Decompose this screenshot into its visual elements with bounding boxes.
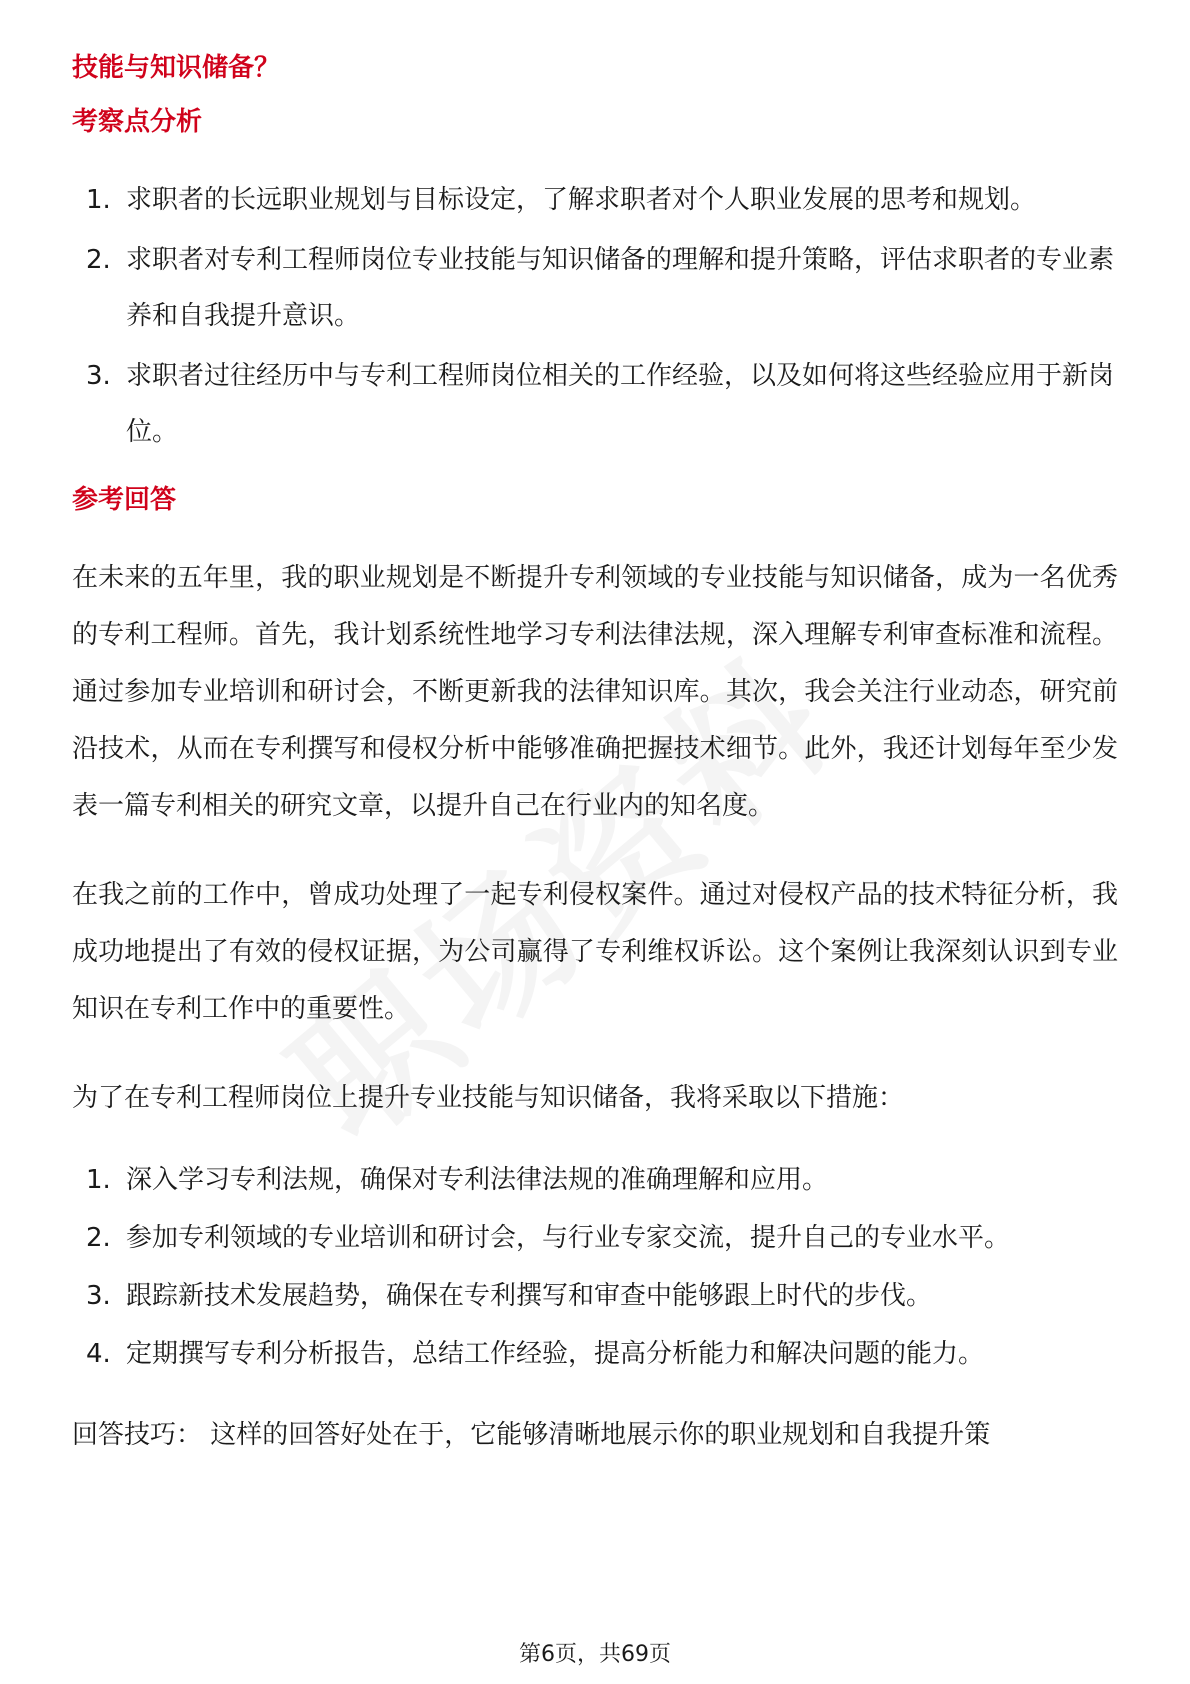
list-item	[72, 1209, 1118, 1267]
list-item	[72, 1151, 1118, 1209]
list-text: 定期撰写专利分析报告，总结工作经验，提高分析能力和解决问题的能力。	[126, 1339, 985, 1369]
analysis-list	[72, 172, 1118, 460]
reference-heading: 参考回答	[72, 485, 177, 515]
list-text: 求职者过往经历中与专利工程师岗位相关的工作经验，以及如何将这些经验应用于新岗位。	[126, 361, 1115, 447]
list-item	[72, 232, 1118, 344]
answer-paragraph: 在未来的五年里，我的职业规划是不断提升专利领域的专业技能与知识储备，成为一名优秀的专利工程师。首先，我计划系统性地学习专利法律法规，深入理解专利审查标准和流程。通过参加专业培训和研讨会，不断更新我的法律知识库。其次，我会关注行业动态，研究前沿技术，从而在专利撰写和侵权分析中能够准确把握技术细节。此外，我还计划每年至少发表一篇专利相关的研究文章，以提升自己在行业内的知名度。	[72, 563, 1118, 821]
answer-tips: 回答技巧： 这样的回答好处在于，它能够清晰地展示你的职业规划和自我提升策	[72, 1420, 991, 1450]
question-fragment: 技能与知识储备？	[72, 53, 281, 83]
list-number: 2.	[86, 245, 111, 275]
list-number: 1.	[86, 1165, 111, 1195]
page-number: 第6页，共69页	[519, 1642, 671, 1667]
list-item	[72, 1325, 1118, 1383]
list-number: 1.	[86, 185, 111, 215]
page-content	[72, 48, 1118, 1464]
measures-list	[72, 1151, 1118, 1383]
list-number: 4.	[86, 1339, 111, 1369]
list-item	[72, 348, 1118, 460]
list-text: 参加专利领域的专业培训和研讨会，与行业专家交流，提升自己的专业水平。	[126, 1223, 1011, 1253]
list-text: 求职者对专利工程师岗位专业技能与知识储备的理解和提升策略，评估求职者的专业素养和自我提升意识。	[126, 245, 1115, 331]
list-number: 3.	[86, 361, 111, 391]
list-text: 深入学习专利法规，确保对专利法律法规的准确理解和应用。	[126, 1165, 829, 1195]
answer-paragraph: 在我之前的工作中，曾成功处理了一起专利侵权案件。通过对侵权产品的技术特征分析，我成功地提出了有效的侵权证据，为公司赢得了专利维权诉讼。这个案例让我深刻认识到专业知识在专利工作中的重要性。	[72, 880, 1118, 1024]
list-number: 2.	[86, 1223, 111, 1253]
analysis-heading: 考察点分析	[72, 107, 203, 137]
list-item	[72, 172, 1118, 228]
list-item	[72, 1267, 1118, 1325]
list-text: 求职者的长远职业规划与目标设定，了解求职者对个人职业发展的思考和规划。	[126, 185, 1037, 215]
answer-paragraph: 为了在专利工程师岗位上提升专业技能与知识储备，我将采取以下措施：	[72, 1083, 905, 1113]
list-text: 跟踪新技术发展趋势，确保在专利撰写和审查中能够跟上时代的步伐。	[126, 1281, 933, 1311]
list-number: 3.	[86, 1281, 111, 1311]
